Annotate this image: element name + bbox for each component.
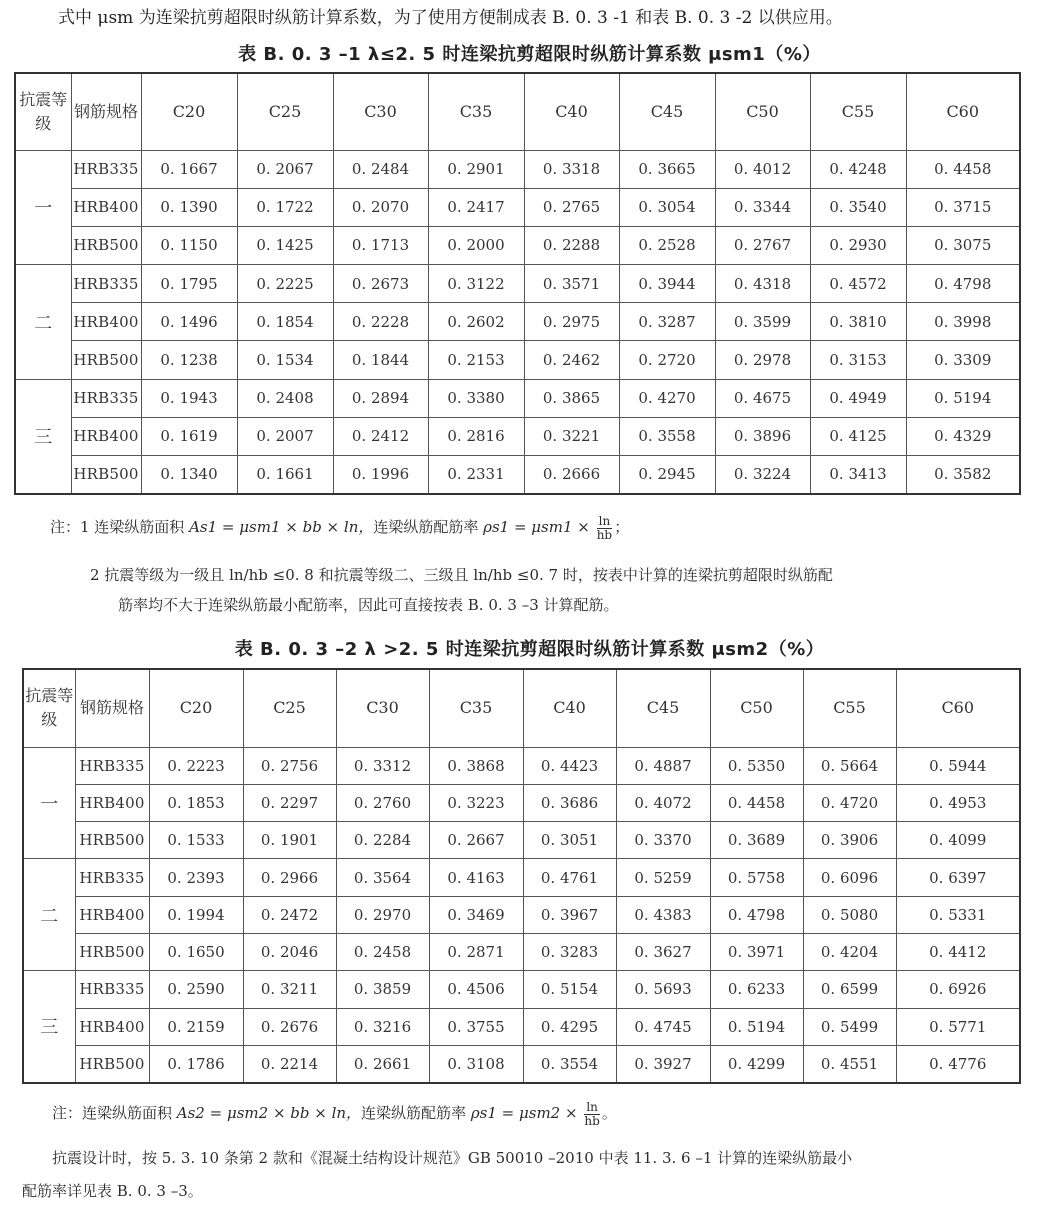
steel-spec-cell: HRB500: [75, 933, 149, 970]
header-concrete-grade: C60: [906, 73, 1020, 150]
table1: [14, 72, 1021, 495]
coefficient-cell: 0. 3971: [710, 933, 803, 970]
coefficient-cell: 0. 1844: [333, 341, 428, 379]
steel-spec-cell: HRB400: [71, 303, 141, 341]
coefficient-cell: 0. 5944: [896, 747, 1020, 784]
note1-fraction: [597, 515, 613, 542]
coefficient-cell: 0. 4745: [616, 1008, 710, 1045]
coefficient-cell: 0. 2070: [333, 188, 428, 226]
table2-note: [52, 1098, 617, 1128]
table-row: [23, 784, 1020, 821]
header-concrete-grade: C25: [237, 73, 333, 150]
note1-frac-denominator: hb: [596, 527, 613, 542]
coefficient-cell: 0. 5771: [896, 1008, 1020, 1045]
coefficient-cell: 0. 3224: [715, 456, 810, 494]
steel-spec-cell: HRB500: [71, 341, 141, 379]
header-concrete-grade: C55: [803, 669, 896, 747]
table-row: [15, 303, 1020, 341]
coefficient-cell: 0. 2228: [333, 303, 428, 341]
header-steel: 钢筋规格: [71, 73, 141, 150]
coefficient-cell: 0. 3564: [336, 859, 429, 896]
coefficient-cell: 0. 3540: [810, 188, 906, 226]
table-row: [15, 456, 1020, 494]
steel-spec-cell: HRB500: [75, 822, 149, 859]
table1-note-2-line2: 筋率均不大于连梁纵筋最小配筋率，因此可直接按表 B. 0. 3 –3 计算配筋。: [118, 596, 619, 614]
coefficient-cell: 0. 1534: [237, 341, 333, 379]
coefficient-cell: 0. 2528: [619, 226, 715, 264]
coefficient-cell: 0. 4798: [906, 265, 1020, 303]
coefficient-cell: 0. 6096: [803, 859, 896, 896]
header-concrete-grade: C45: [619, 73, 715, 150]
steel-spec-cell: HRB400: [75, 896, 149, 933]
coefficient-cell: 0. 4295: [523, 1008, 616, 1045]
coefficient-cell: 0. 3413: [810, 456, 906, 494]
coefficient-cell: 0. 2225: [237, 265, 333, 303]
coefficient-cell: 0. 4776: [896, 1045, 1020, 1082]
header-concrete-grade: C40: [523, 669, 616, 747]
coefficient-cell: 0. 2756: [243, 747, 336, 784]
coefficient-cell: 0. 1795: [141, 265, 237, 303]
coefficient-cell: 0. 4953: [896, 784, 1020, 821]
coefficient-cell: 0. 2067: [237, 150, 333, 188]
coefficient-cell: 0. 2930: [810, 226, 906, 264]
coefficient-cell: 0. 3283: [523, 933, 616, 970]
coefficient-cell: 0. 1533: [149, 822, 243, 859]
coefficient-cell: 0. 5693: [616, 971, 710, 1008]
header-concrete-grade: C20: [149, 669, 243, 747]
coefficient-cell: 0. 3344: [715, 188, 810, 226]
coefficient-cell: 0. 3865: [524, 379, 619, 417]
coefficient-cell: 0. 5154: [523, 971, 616, 1008]
coefficient-cell: 0. 5259: [616, 859, 710, 896]
coefficient-cell: 0. 2458: [336, 933, 429, 970]
note2-end: 。: [601, 1104, 617, 1122]
coefficient-cell: 0. 1661: [237, 456, 333, 494]
steel-spec-cell: HRB335: [71, 265, 141, 303]
coefficient-cell: 0. 5194: [906, 379, 1020, 417]
closing-line-1: 抗震设计时，按 5. 3. 10 条第 2 款和《混凝土结构设计规范》GB 50010 –2010 中表 11. 3. 6 –1 计算的连梁纵筋最小: [52, 1149, 853, 1167]
coefficient-cell: 0. 4204: [803, 933, 896, 970]
steel-spec-cell: HRB335: [75, 971, 149, 1008]
coefficient-cell: 0. 4458: [906, 150, 1020, 188]
seismic-grade-cell: 二: [15, 265, 71, 380]
note2-frac-numerator: ln: [586, 1099, 598, 1114]
coefficient-cell: 0. 2408: [237, 379, 333, 417]
header-concrete-grade: C30: [333, 73, 428, 150]
header-concrete-grade: C55: [810, 73, 906, 150]
coefficient-cell: 0. 1994: [149, 896, 243, 933]
coefficient-cell: 0. 1667: [141, 150, 237, 188]
coefficient-cell: 0. 2602: [428, 303, 524, 341]
coefficient-cell: 0. 4318: [715, 265, 810, 303]
coefficient-cell: 0. 3686: [523, 784, 616, 821]
coefficient-cell: 0. 2673: [333, 265, 428, 303]
coefficient-cell: 0. 1713: [333, 226, 428, 264]
header-grade: 抗震等级: [15, 73, 71, 150]
coefficient-cell: 0. 2331: [428, 456, 524, 494]
coefficient-cell: 0. 3859: [336, 971, 429, 1008]
coefficient-cell: 0. 3967: [523, 896, 616, 933]
coefficient-cell: 0. 4299: [710, 1045, 803, 1082]
table-row: [15, 417, 1020, 455]
coefficient-cell: 0. 4949: [810, 379, 906, 417]
coefficient-cell: 0. 2975: [524, 303, 619, 341]
coefficient-cell: 0. 2223: [149, 747, 243, 784]
table-row: [15, 265, 1020, 303]
coefficient-cell: 0. 4248: [810, 150, 906, 188]
coefficient-cell: 0. 4270: [619, 379, 715, 417]
coefficient-cell: 0. 4506: [429, 971, 523, 1008]
header-concrete-grade: C35: [428, 73, 524, 150]
steel-spec-cell: HRB335: [71, 150, 141, 188]
coefficient-cell: 0. 3906: [803, 822, 896, 859]
header-steel: 钢筋规格: [75, 669, 149, 747]
steel-spec-cell: HRB500: [71, 226, 141, 264]
coefficient-cell: 0. 5080: [803, 896, 896, 933]
seismic-grade-cell: 三: [23, 971, 75, 1083]
note2-fraction: [584, 1101, 600, 1128]
coefficient-cell: 0. 5758: [710, 859, 803, 896]
coefficient-cell: 0. 2720: [619, 341, 715, 379]
coefficient-cell: 0. 3998: [906, 303, 1020, 341]
coefficient-cell: 0. 3312: [336, 747, 429, 784]
intro-paragraph: 式中 μsm 为连梁抗剪超限时纵筋计算系数，为了使用方便制成表 B. 0. 3 -1 和表 B. 0. 3 -2 以供应用。: [58, 8, 843, 28]
coefficient-cell: 0. 4675: [715, 379, 810, 417]
coefficient-cell: 0. 3122: [428, 265, 524, 303]
note1-end: ；: [614, 518, 630, 536]
steel-spec-cell: HRB500: [75, 1045, 149, 1082]
coefficient-cell: 0. 2393: [149, 859, 243, 896]
coefficient-cell: 0. 3469: [429, 896, 523, 933]
coefficient-cell: 0. 3810: [810, 303, 906, 341]
coefficient-cell: 0. 3627: [616, 933, 710, 970]
coefficient-cell: 0. 4072: [616, 784, 710, 821]
note1-frac-numerator: ln: [598, 513, 611, 528]
table-row: [23, 933, 1020, 970]
coefficient-cell: 0. 1390: [141, 188, 237, 226]
coefficient-cell: 0. 3571: [524, 265, 619, 303]
coefficient-cell: 0. 2765: [524, 188, 619, 226]
steel-spec-cell: HRB335: [71, 379, 141, 417]
table-row: [23, 822, 1020, 859]
coefficient-cell: 0. 3665: [619, 150, 715, 188]
table-row: [15, 188, 1020, 226]
seismic-grade-cell: 一: [15, 150, 71, 265]
coefficient-cell: 0. 3370: [616, 822, 710, 859]
coefficient-cell: 0. 5350: [710, 747, 803, 784]
coefficient-cell: 0. 2661: [336, 1045, 429, 1082]
steel-spec-cell: HRB400: [71, 188, 141, 226]
coefficient-cell: 0. 4412: [896, 933, 1020, 970]
coefficient-cell: 0. 2894: [333, 379, 428, 417]
coefficient-cell: 0. 3689: [710, 822, 803, 859]
coefficient-cell: 0. 2966: [243, 859, 336, 896]
coefficient-cell: 0. 4458: [710, 784, 803, 821]
table-row: [23, 747, 1020, 784]
coefficient-cell: 0. 3944: [619, 265, 715, 303]
note2-formula-ratio: ρs1 = μsm2 ×: [470, 1104, 583, 1122]
header-concrete-grade: C40: [524, 73, 619, 150]
table1-caption: 表 B. 0. 3 –1 λ≤2. 5 时连梁抗剪超限时纵筋计算系数 μsm1（%）: [238, 44, 821, 65]
note1-prefix: 注：1 连梁纵筋面积: [50, 518, 190, 536]
coefficient-cell: 0. 4551: [803, 1045, 896, 1082]
coefficient-cell: 0. 2214: [243, 1045, 336, 1082]
note2-mid: 连梁纵筋配筋率: [361, 1104, 471, 1122]
coefficient-cell: 0. 5499: [803, 1008, 896, 1045]
coefficient-cell: 0. 2472: [243, 896, 336, 933]
coefficient-cell: 0. 2007: [237, 417, 333, 455]
coefficient-cell: 0. 3582: [906, 456, 1020, 494]
coefficient-cell: 0. 1996: [333, 456, 428, 494]
coefficient-cell: 0. 1150: [141, 226, 237, 264]
coefficient-cell: 0. 4720: [803, 784, 896, 821]
coefficient-cell: 0. 1619: [141, 417, 237, 455]
coefficient-cell: 0. 2462: [524, 341, 619, 379]
coefficient-cell: 0. 4012: [715, 150, 810, 188]
coefficient-cell: 0. 2760: [336, 784, 429, 821]
coefficient-cell: 0. 1853: [149, 784, 243, 821]
coefficient-cell: 0. 4163: [429, 859, 523, 896]
note1-formula-ratio: ρs1 = μsm1 ×: [483, 518, 595, 536]
coefficient-cell: 0. 2590: [149, 971, 243, 1008]
closing-line-2: 配筋率详见表 B. 0. 3 –3。: [22, 1182, 203, 1200]
coefficient-cell: 0. 3221: [524, 417, 619, 455]
coefficient-cell: 0. 4887: [616, 747, 710, 784]
note1-formula-area: As1 = μsm1 × bb × ln，: [189, 518, 374, 536]
coefficient-cell: 0. 2417: [428, 188, 524, 226]
coefficient-cell: 0. 3868: [429, 747, 523, 784]
coefficient-cell: 0. 5331: [896, 896, 1020, 933]
table-row: [15, 341, 1020, 379]
coefficient-cell: 0. 1854: [237, 303, 333, 341]
table-row: [23, 859, 1020, 896]
coefficient-cell: 0. 3223: [429, 784, 523, 821]
coefficient-cell: 0. 3108: [429, 1045, 523, 1082]
coefficient-cell: 0. 3153: [810, 341, 906, 379]
coefficient-cell: 0. 2046: [243, 933, 336, 970]
coefficient-cell: 0. 2667: [429, 822, 523, 859]
steel-spec-cell: HRB400: [75, 1008, 149, 1045]
coefficient-cell: 0. 2153: [428, 341, 524, 379]
table1-note-2-line1: 2 抗震等级为一级且 ln/hb ≤0. 8 和抗震等级二、三级且 ln/hb ≤0. 7 时，按表中计算的连梁抗剪超限时纵筋配: [90, 566, 833, 584]
header-concrete-grade: C45: [616, 669, 710, 747]
coefficient-cell: 0. 3054: [619, 188, 715, 226]
note2-frac-denominator: hb: [584, 1113, 600, 1128]
coefficient-cell: 0. 2159: [149, 1008, 243, 1045]
coefficient-cell: 0. 2412: [333, 417, 428, 455]
coefficient-cell: 0. 2945: [619, 456, 715, 494]
coefficient-cell: 0. 1425: [237, 226, 333, 264]
coefficient-cell: 0. 6233: [710, 971, 803, 1008]
coefficient-cell: 0. 3558: [619, 417, 715, 455]
coefficient-cell: 0. 1943: [141, 379, 237, 417]
coefficient-cell: 0. 4761: [523, 859, 616, 896]
table-row: [23, 1008, 1020, 1045]
steel-spec-cell: HRB400: [71, 417, 141, 455]
coefficient-cell: 0. 3318: [524, 150, 619, 188]
coefficient-cell: 0. 3051: [523, 822, 616, 859]
coefficient-cell: 0. 3715: [906, 188, 1020, 226]
coefficient-cell: 0. 3896: [715, 417, 810, 455]
table2-caption: 表 B. 0. 3 –2 λ >2. 5 时连梁抗剪超限时纵筋计算系数 μsm2（%）: [234, 639, 825, 660]
coefficient-cell: 0. 5664: [803, 747, 896, 784]
coefficient-cell: 0. 1238: [141, 341, 237, 379]
coefficient-cell: 0. 3599: [715, 303, 810, 341]
coefficient-cell: 0. 3211: [243, 971, 336, 1008]
header-concrete-grade: C35: [429, 669, 523, 747]
coefficient-cell: 0. 4798: [710, 896, 803, 933]
table-row: [15, 226, 1020, 264]
coefficient-cell: 0. 3554: [523, 1045, 616, 1082]
coefficient-cell: 0. 2901: [428, 150, 524, 188]
coefficient-cell: 0. 1901: [243, 822, 336, 859]
coefficient-cell: 0. 2288: [524, 226, 619, 264]
coefficient-cell: 0. 2284: [336, 822, 429, 859]
coefficient-cell: 0. 4383: [616, 896, 710, 933]
coefficient-cell: 0. 3075: [906, 226, 1020, 264]
steel-spec-cell: HRB335: [75, 859, 149, 896]
table-row: [15, 379, 1020, 417]
steel-spec-cell: HRB335: [75, 747, 149, 784]
coefficient-cell: 0. 1496: [141, 303, 237, 341]
header-concrete-grade: C50: [715, 73, 810, 150]
note1-mid: 连梁纵筋配筋率: [373, 518, 484, 536]
coefficient-cell: 0. 2970: [336, 896, 429, 933]
table-row: [15, 150, 1020, 188]
note2-prefix: 注：连梁纵筋面积: [52, 1104, 177, 1122]
coefficient-cell: 0. 2484: [333, 150, 428, 188]
coefficient-cell: 0. 2816: [428, 417, 524, 455]
coefficient-cell: 0. 4423: [523, 747, 616, 784]
coefficient-cell: 0. 2676: [243, 1008, 336, 1045]
coefficient-cell: 0. 2767: [715, 226, 810, 264]
steel-spec-cell: HRB400: [75, 784, 149, 821]
coefficient-cell: 0. 3755: [429, 1008, 523, 1045]
coefficient-cell: 0. 2297: [243, 784, 336, 821]
coefficient-cell: 0. 1722: [237, 188, 333, 226]
coefficient-cell: 0. 4572: [810, 265, 906, 303]
coefficient-cell: 0. 6926: [896, 971, 1020, 1008]
table-row: [23, 971, 1020, 1008]
coefficient-cell: 0. 2000: [428, 226, 524, 264]
header-concrete-grade: C20: [141, 73, 237, 150]
steel-spec-cell: HRB500: [71, 456, 141, 494]
table2: [22, 668, 1021, 1084]
coefficient-cell: 0. 4125: [810, 417, 906, 455]
table-row: [23, 1045, 1020, 1082]
coefficient-cell: 0. 3216: [336, 1008, 429, 1045]
header-concrete-grade: C60: [896, 669, 1020, 747]
coefficient-cell: 0. 1786: [149, 1045, 243, 1082]
header-concrete-grade: C25: [243, 669, 336, 747]
seismic-grade-cell: 一: [23, 747, 75, 859]
coefficient-cell: 0. 3380: [428, 379, 524, 417]
seismic-grade-cell: 三: [15, 379, 71, 494]
coefficient-cell: 0. 4099: [896, 822, 1020, 859]
coefficient-cell: 0. 3309: [906, 341, 1020, 379]
coefficient-cell: 0. 5194: [710, 1008, 803, 1045]
table-row: [23, 896, 1020, 933]
note2-formula-area: As2 = μsm2 × bb × ln，: [176, 1104, 362, 1122]
coefficient-cell: 0. 2666: [524, 456, 619, 494]
header-grade: 抗震等级: [23, 669, 75, 747]
coefficient-cell: 0. 3287: [619, 303, 715, 341]
coefficient-cell: 0. 1340: [141, 456, 237, 494]
coefficient-cell: 0. 6599: [803, 971, 896, 1008]
coefficient-cell: 0. 6397: [896, 859, 1020, 896]
coefficient-cell: 0. 4329: [906, 417, 1020, 455]
coefficient-cell: 0. 3927: [616, 1045, 710, 1082]
header-concrete-grade: C30: [336, 669, 429, 747]
table1-note-1: [50, 512, 629, 542]
header-concrete-grade: C50: [710, 669, 803, 747]
coefficient-cell: 0. 1650: [149, 933, 243, 970]
coefficient-cell: 0. 2871: [429, 933, 523, 970]
seismic-grade-cell: 二: [23, 859, 75, 971]
coefficient-cell: 0. 2978: [715, 341, 810, 379]
